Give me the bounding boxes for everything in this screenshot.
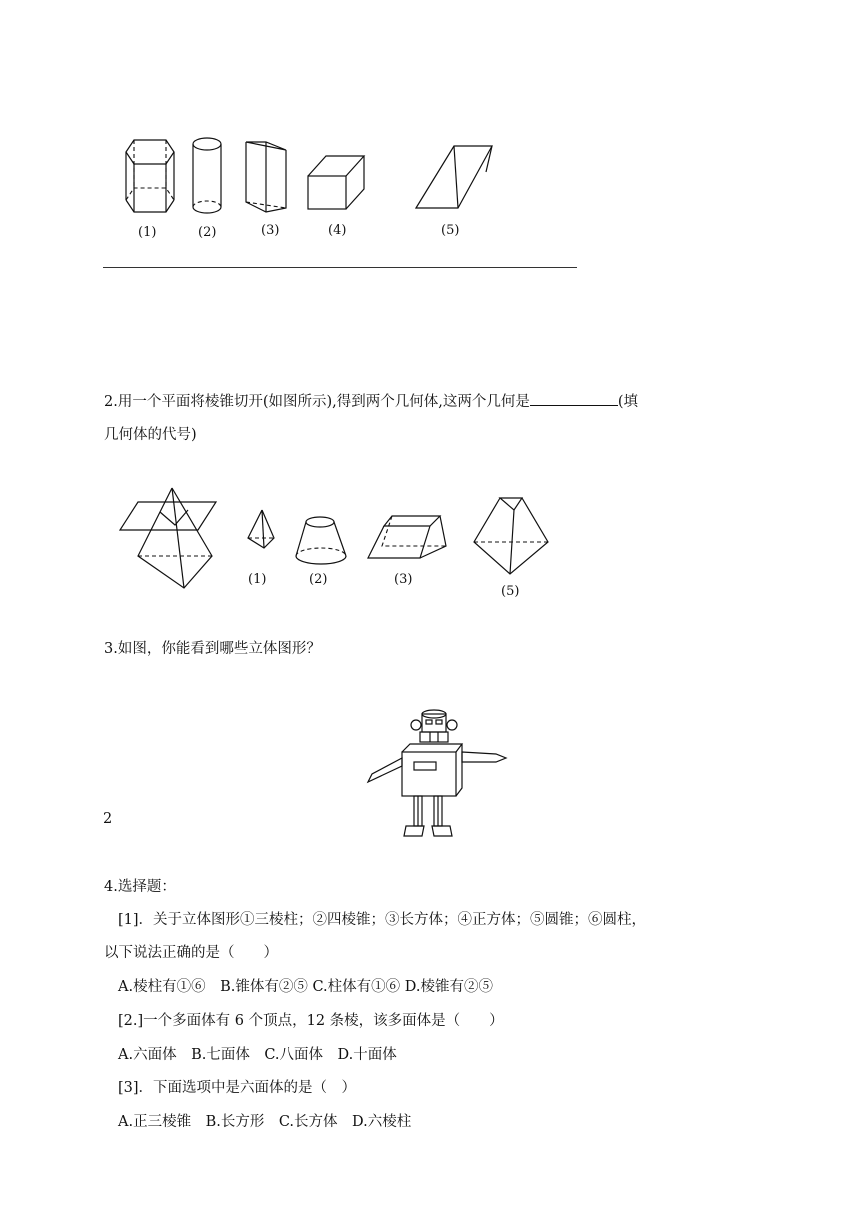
q4-p1-options: A.棱柱有①⑥ B.锥体有②⑤ C.柱体有①⑥ D.棱锥有②⑤ [118, 979, 493, 995]
q4-p3-line1: [3]．下面选项中是六面体的是（ ） [118, 1080, 357, 1096]
q4-p1-line2: 以下说法正确的是（ ） [104, 945, 278, 961]
fig1-label-5: (5) [441, 223, 460, 238]
q4-p1-line1: [1]．关于立体图形①三棱柱；②四棱锥；③长方体；④正方体；⑤圆锥；⑥圆柱， [118, 912, 647, 928]
q2-line-2: 几何体的代号) [104, 427, 197, 443]
q4-p3-options: A.正三棱锥 B.长方形 C.长方体 D.六棱柱 [118, 1114, 412, 1130]
fig1-label-2: (2) [198, 225, 217, 240]
fig1-label-3: (3) [261, 223, 280, 238]
q2-text-a: 2.用一个平面将棱锥切开(如图所示),得到两个几何体,这两个几何是 [104, 394, 530, 410]
q4-title: 4.选择题： [104, 879, 176, 895]
fig1-label-1: (1) [138, 225, 157, 240]
fig2-label-1: (1) [248, 572, 267, 587]
page-number: 2 [103, 811, 113, 827]
q4-p2-line1: [2.]一个多面体有 6 个顶点，12 条棱，该多面体是（ ） [118, 1013, 504, 1029]
q2-text-b: (填 [617, 394, 639, 410]
q3-text: 3.如图，你能看到哪些立体图形？ [104, 641, 321, 657]
q4-p2-options: A.六面体 B.七面体 C.八面体 D.十面体 [118, 1047, 397, 1063]
fig2-label-3: (3) [394, 572, 413, 587]
fig2-label-5: (5) [501, 584, 520, 599]
robot-drawing [368, 710, 506, 836]
fig2-label-2: (2) [309, 572, 328, 587]
fig1-label-4: (4) [328, 223, 347, 238]
